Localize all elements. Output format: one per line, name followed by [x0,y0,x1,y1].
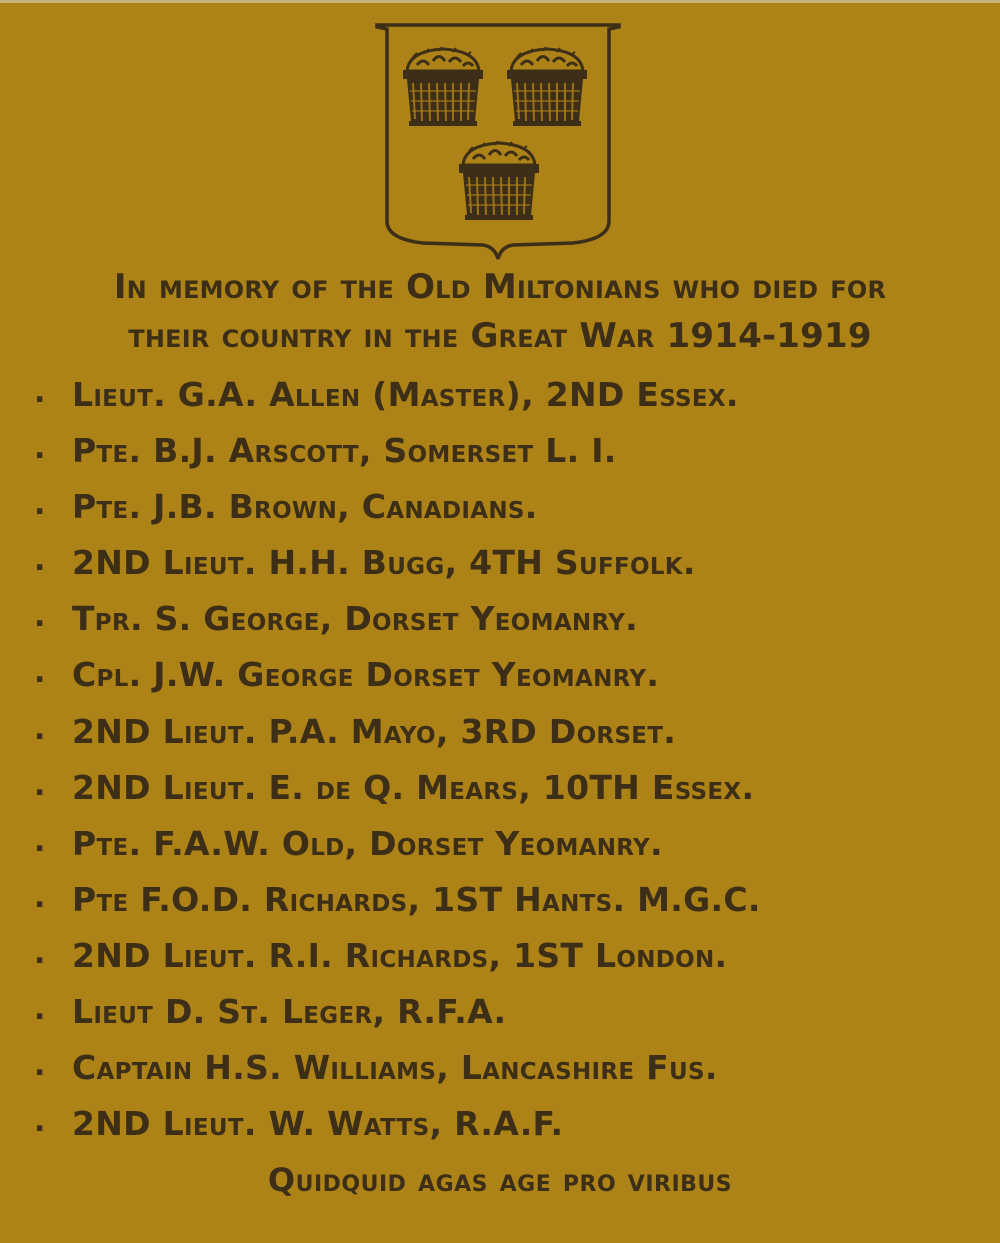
bullet: . [34,599,46,635]
names-list [0,371,1000,1156]
name-entry: Pte. B.J. Arscott, Somerset L. I. [72,431,617,471]
list-item [0,371,1000,427]
bullet: . [34,823,46,859]
bullet: . [34,431,46,467]
name-entry: Pte. F.A.W. Old, Dorset Yeomanry. [72,823,663,863]
name-entry: 2ND Lieut. H.H. Bugg, 4TH Suffolk. [72,543,696,583]
heading-line-1: In memory of the Old Miltonians who died for [113,267,887,307]
name-entry: Lieut D. St. Leger, R.F.A. [72,992,507,1032]
name-entry: 2ND Lieut. R.I. Richards, 1ST London. [72,935,728,975]
name-entry: 2ND Lieut. W. Watts, R.A.F. [72,1104,564,1144]
bullet: . [34,935,46,971]
bullet: . [34,1048,46,1084]
bullet: . [34,655,46,691]
name-entry: Pte F.O.D. Richards, 1ST Hants. M.G.C. [72,879,761,919]
list-item [0,483,1000,539]
bullet: . [34,487,46,523]
list-item [0,427,1000,483]
list-item [0,708,1000,764]
heading-line-2: their country in the Great War 1914-1919 [128,316,872,356]
bullet: . [34,992,46,1028]
shield-with-three-baskets-icon [373,21,623,263]
name-entry: 2ND Lieut. P.A. Mayo, 3RD Dorset. [72,711,677,751]
bullet: . [34,1104,46,1140]
name-entry: Lieut. G.A. Allen (Master), 2ND Essex. [72,375,739,414]
bullet: . [34,711,46,747]
motto: Quidquid agas age pro viribus [267,1161,733,1199]
bullet: . [34,879,46,915]
name-entry: Pte. J.B. Brown, Canadians. [72,487,538,527]
bullet: . [34,543,46,579]
list-item [0,651,1000,707]
name-entry: Captain H.S. Williams, Lancashire Fus. [72,1048,718,1088]
name-entry: Tpr. S. George, Dorset Yeomanry. [72,599,639,639]
list-item [0,820,1000,876]
name-entry: Cpl. J.W. George Dorset Yeomanry. [72,655,660,695]
list-item [0,932,1000,988]
list-item [0,764,1000,820]
list-item [0,1044,1000,1100]
list-item [0,876,1000,932]
list-item [0,539,1000,595]
bullet: . [34,767,46,803]
bullet: . [34,375,46,410]
list-item [0,595,1000,651]
name-entry: 2ND Lieut. E. de Q. Mears, 10TH Essex. [72,767,755,807]
list-item [0,988,1000,1044]
list-item [0,1100,1000,1156]
